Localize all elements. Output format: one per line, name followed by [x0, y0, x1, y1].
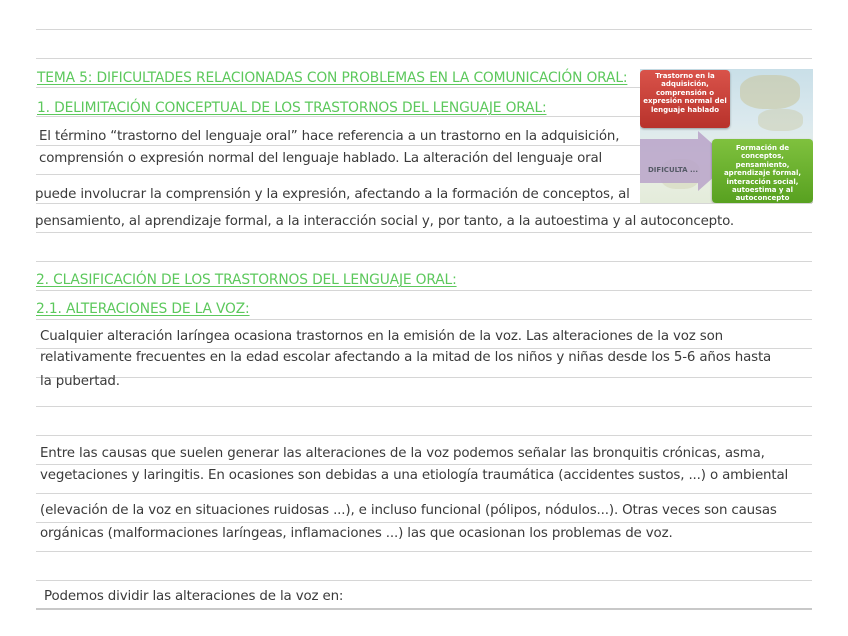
red-box-text: Trastorno en la adquisición, comprensión o expresión normal del lenguaje hablado — [643, 72, 727, 114]
ruled-line — [36, 464, 812, 465]
paragraph-3-line: (elevación de la voz en situaciones ruidosas ...), e incluso funcional (pólipos, nódulos...). Otras veces son causas — [40, 503, 777, 518]
ruled-line — [36, 348, 812, 349]
map-background — [740, 75, 800, 109]
paragraph-1-line: puede involucrar la comprensión y la expresión, afectando a la formación de conceptos, al — [35, 187, 630, 202]
paragraph-3-line: vegetaciones y laringitis. En ocasiones son debidas a una etiología traumática (accidentes sustos, ...) o ambiental — [40, 468, 789, 483]
ruled-line — [36, 406, 812, 407]
ruled-line — [36, 58, 812, 59]
paragraph-4: Podemos dividir las alteraciones de la voz en: — [44, 589, 344, 604]
concept-diagram — [640, 69, 813, 203]
ruled-line — [36, 29, 812, 30]
map-background — [758, 109, 803, 131]
ruled-line — [36, 435, 812, 436]
ruled-line — [36, 319, 812, 320]
section-1-heading: 1. DELIMITACIÓN CONCEPTUAL DE LOS TRASTORNOS DEL LENGUAJE ORAL: — [37, 100, 547, 116]
ruled-line — [36, 580, 812, 581]
ruled-line — [36, 551, 812, 552]
ruled-line — [36, 290, 812, 291]
paragraph-1-line: El término “trastorno del lenguaje oral” hace referencia a un trastorno en la adquisición, — [39, 129, 620, 144]
paragraph-1-line: comprensión o expresión normal del lenguaje hablado. La alteración del lenguaje oral — [39, 151, 603, 166]
green-box-text: Formación de conceptos, pensamiento, aprendizaje formal, interacción social, autoestima y al autoconcepto — [723, 144, 802, 203]
ruled-line — [36, 377, 812, 378]
ruled-line — [36, 261, 812, 262]
paragraph-2-line: la pubertad. — [40, 374, 120, 389]
paragraph-2-line: Cualquier alteración laríngea ocasiona trastornos en la emisión de la voz. Las alteraciones de la voz son — [40, 329, 723, 344]
ruled-line — [36, 493, 812, 494]
ruled-line — [36, 232, 812, 233]
paragraph-2-line: relativamente frecuentes en la edad escolar afectando a la mitad de los niños y niñas desde los 5-6 años hasta — [40, 350, 772, 365]
paragraph-3-line: Entre las causas que suelen generar las alteraciones de la voz podemos señalar las bronquitis crónicas, asma, — [40, 446, 765, 461]
arrow-label: DIFICULTA ... — [648, 166, 698, 174]
ruled-line — [36, 522, 812, 523]
main-heading: TEMA 5: DIFICULTADES RELACIONADAS CON PROBLEMAS EN LA COMUNICACIÓN ORAL: — [37, 70, 628, 86]
ruled-line — [36, 608, 812, 610]
section-2-1-heading: 2.1. ALTERACIONES DE LA VOZ: — [36, 301, 250, 317]
paragraph-1-line: pensamiento, al aprendizaje formal, a la interacción social y, por tanto, a la autoestima y al autoconcepto. — [35, 214, 735, 229]
paragraph-3-line: orgánicas (malformaciones laríngeas, inflamaciones ...) las que ocasionan los problemas de voz. — [40, 526, 673, 541]
section-2-heading: 2. CLASIFICACIÓN DE LOS TRASTORNOS DEL LENGUAJE ORAL: — [36, 272, 457, 288]
ruled-line — [36, 203, 812, 204]
